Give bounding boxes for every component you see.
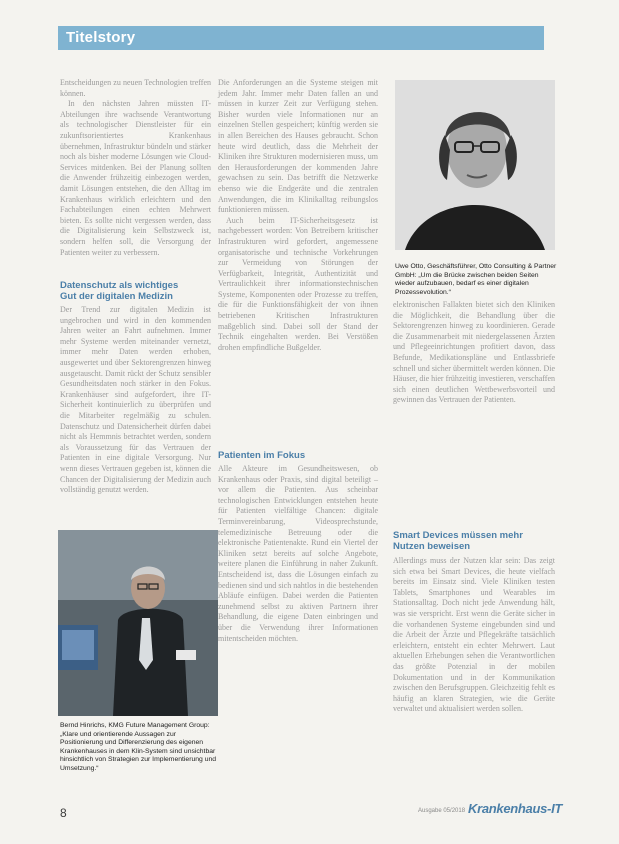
speaker-photo-left-image bbox=[58, 530, 218, 716]
magazine-logo: Krankenhaus-IT bbox=[468, 801, 563, 816]
portrait-photo-right bbox=[395, 80, 555, 250]
column-3-heading-line-1: Smart Devices müssen mehr bbox=[393, 530, 523, 541]
section-label: Titelstory bbox=[66, 29, 136, 46]
column-3-block-2 bbox=[393, 556, 555, 715]
page-number: 8 bbox=[60, 806, 67, 820]
column-1-heading-line-1: Datenschutz als wichtiges bbox=[60, 280, 179, 291]
issue-label: Ausgabe 05/2018 bbox=[418, 808, 466, 814]
column-1-block-1 bbox=[60, 78, 211, 258]
caption-right: Uwe Otto, Geschäftsführer, Otto Consulting & Partner GmbH: „Um die Brücke zwischen beiden Seiten wieder aufzubauen, bedarf es einer digitalen Prozessevolution.“ bbox=[395, 263, 557, 296]
column-2-block-2 bbox=[218, 464, 378, 644]
column-3-paragraph-2: Allerdings muss der Nutzen klar sein: Das zeigt sich etwa bei Smart Devices, die heute vielfach bereits im Einsatz sind. Viele Kliniken testen Tablets, Smartphones und Wearables im Stationsalltag. Doch nicht jede Anwendung hält, was sie verspricht. Erst wenn die Geräte sicher in die vorhandenen Systeme eingebunden sind und die Arbeit der Ärzte und Pflegekräfte tatsächlich erleichtern, entsteht ein echter Mehrwert. Laut aktuellen Erhebungen sehen die Verantwortlichen das größte Potenzial in der mobilen Dokumentation und in der Kommunikation zwischen den Berufsgruppen. Gleichzeitig fehlt es häufig an klaren Strategien, wie die Geräte verwaltet und aktualisiert werden sollen. bbox=[393, 556, 555, 714]
column-2-paragraph-2: Auch beim IT-Sicherheitsgesetz ist nachgebessert worden: Von Betreibern kritischer Infrastrukturen wird gefordert, angemessene organisatorische und technische Vorkehrungen zur Vermeidung von Störungen der Verfügbarkeit, Integrität, Authentizität und Vertraulichkeit ihrer informationstechnischen Systeme, Komponenten oder Prozesse zu treffen, die für die Funktionsfähigkeit der von ihnen betriebenen Kritischen Infrastrukturen maßgeblich sind. Dabei soll der Stand der Technik eingehalten werden. Bei Verstößen drohen empfindliche Bußgelder. bbox=[218, 215, 378, 352]
speaker-photo-left bbox=[58, 530, 218, 716]
column-2-paragraph-1: Die Anforderungen an die Systeme steigen mit jedem Jahr. Immer mehr Daten fallen an und müssen in kurzer Zeit zur Verfügung stehen. Bisher wurden viele Informationen nur an einzelnen Stellen gespeichert; künftig werden sie in allen Bereichen des Hauses gebraucht. Schon heute wird deutlich, dass die Mehrheit der Kliniken ihre Strukturen modernisieren muss, um den Herausforderungen der kommenden Jahre gewachsen zu sein. Das betrifft die Netzwerke ebenso wie die Endgeräte und die zentralen Anwendungen, die im Klinikalltag reibungslos funktionieren müssen. bbox=[218, 78, 378, 215]
caption-left: Bernd Hinrichs, KMG Future Management Group: „Klare und orientierende Aussagen zur Positionierung und Differenzierung des eigenen Krankenhauses in dem Klin-System sind unsichtbar hinsichtlich von Strategien zur Implementierung und Umsetzung.“ bbox=[60, 722, 217, 772]
column-2-heading-line-1: Patienten im Fokus bbox=[218, 450, 306, 461]
column-3-paragraph-1: elektronischen Fallakten bietet sich den Kliniken die Möglichkeit, die Behandlung über die Sektorengrenzen hinweg zu koordinieren. Gerade die Zusammenarbeit mit niedergelassenen Ärzten und Pflegeeinrichtungen profitiert davon, dass Befunde, Medikationspläne und Entlassbriefe schnell und sicher übermittelt werden können. Die Häuser, die hier frühzeitig investieren, verschaffen sich einen deutlichen Wettbewerbsvorteil und gewinnen das Vertrauen der Patienten. bbox=[393, 300, 555, 405]
column-3-block-1 bbox=[393, 300, 555, 406]
column-3-heading bbox=[393, 530, 555, 552]
portrait-photo-right-image bbox=[395, 80, 555, 250]
column-2-block-1 bbox=[218, 78, 378, 353]
column-1-block-2 bbox=[60, 305, 211, 496]
column-1-paragraph-1: Entscheidungen zu neuen Technologien treffen können. bbox=[60, 78, 211, 98]
column-1-paragraph-3: Der Trend zur digitalen Medizin ist ungebrochen und wird in den kommenden Jahren weiter an Fahrt aufnehmen. Immer mehr Systeme werden miteinander vernetzt, immer mehr Daten werden erhoben, ausgewertet und über Sektorengrenzen hinweg ausgetauscht. Damit rückt der Schutz sensibler Gesundheitsdaten noch stärker in den Fokus. Krankenhäuser sind aufgefordert, ihre IT-Sicherheit kontinuierlich zu überprüfen und die Mitarbeiter regelmäßig zu schulen. Datenschutz und Datensicherheit dürfen dabei nicht als Hemmnis betrachtet werden, sondern als Voraussetzung für das Vertrauen der Patienten in eine digitale Versorgung. Nur wenn dieses Vertrauen gegeben ist, können die Chancen der Digitalisierung der Medizin auch vollständig genutzt werden. bbox=[60, 305, 211, 495]
column-3-heading-line-2: Nutzen beweisen bbox=[393, 541, 471, 552]
column-1-heading bbox=[60, 280, 211, 302]
column-2-paragraph-3: Alle Akteure im Gesundheitswesen, ob Krankenhaus oder Praxis, sind digital beteiligt – vor allem die Patienten. Aus scheinbar technologischen Entwicklungen entstehen heute für Patienten vielfältige Chancen: digitale Terminvereinbarung, Videosprechstunde, telemedizinische Betreuung oder die elektronische Patientenakte. Rund ein Viertel der Kliniken setzt bereits auf solche Angebote, weitere planen die Einführung in naher Zukunft. Entscheidend ist, dass die Lösungen einfach zu bedienen sind und sich nahtlos in die bestehenden Abläufe einfügen. Dabei werden die Patienten zunehmend selbst zu aktiven Partnern ihrer Behandlung, die eigene Daten einbringen und über die Verwendung ihrer Informationen mitentscheiden möchten. bbox=[218, 464, 378, 643]
column-1-paragraph-2: In den nächsten Jahren müssten IT-Abteilungen ihre wachsende Verantwortung als technologischer Dienstleister für ein zukunftsorientiertes Krankenhaus übernehmen, Infrastruktur bündeln und stärker noch als bisher moderne Lösungen wie Cloud-Services mitdenken. Bei der Planung sollten die Anwender frühzeitig einbezogen werden, damit Lösungen entstehen, die den Alltag im Krankenhaus wirklich erleichtern und den Fachabteilungen einen echten Mehrwert bieten. Es sollte nicht vergessen werden, dass die Digitalisierung kein Selbstzweck ist, sondern helfen soll, die Versorgung der Patienten weiter zu verbessern. bbox=[60, 99, 211, 257]
column-1-heading-line-2: Gut der digitalen Medizin bbox=[60, 291, 173, 302]
section-banner bbox=[58, 26, 544, 50]
column-2-heading bbox=[218, 450, 378, 461]
